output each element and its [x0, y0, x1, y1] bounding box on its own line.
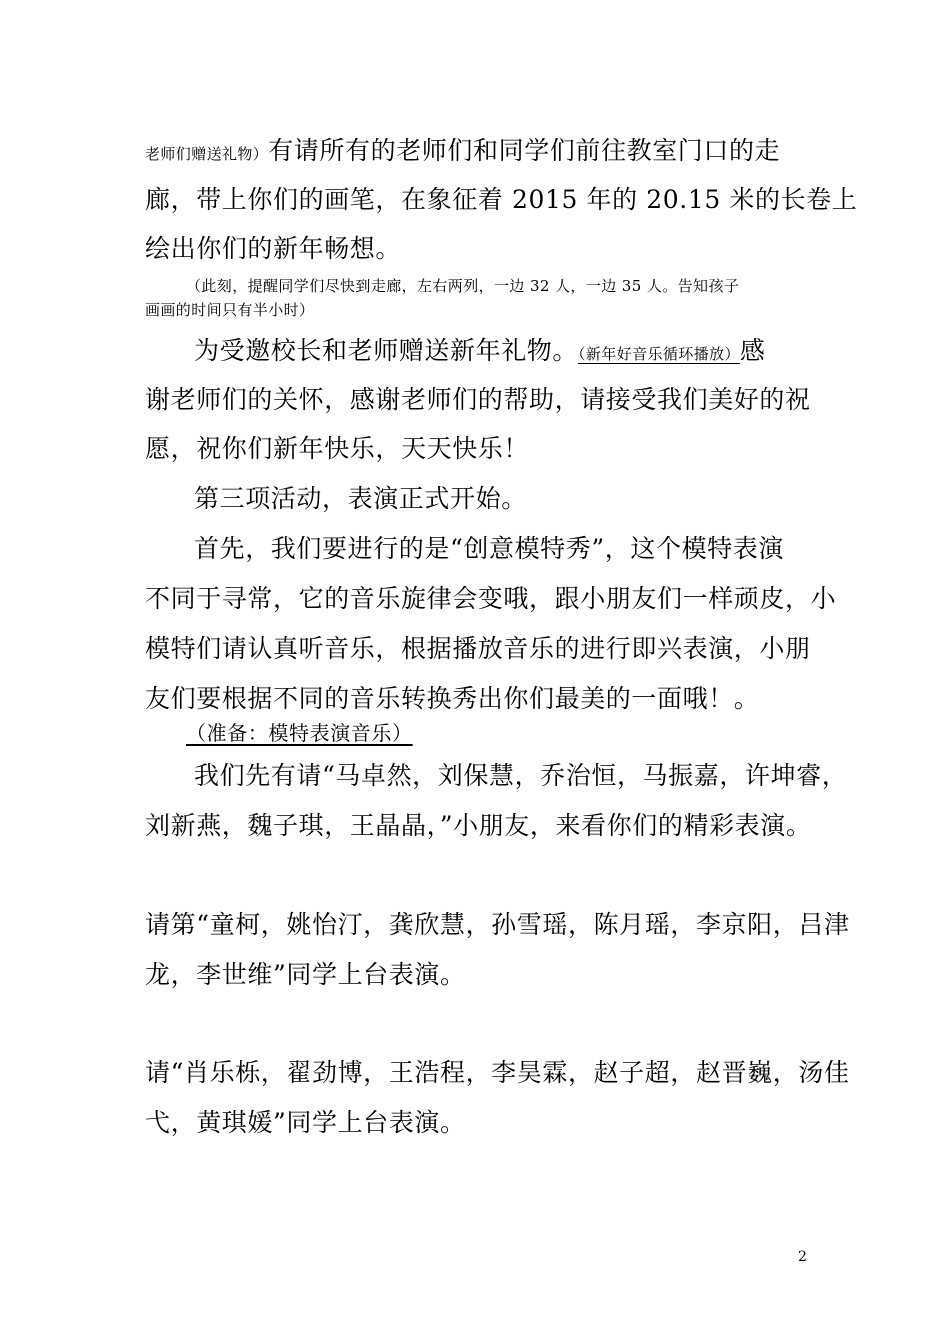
paragraph-line: 刘新燕，魏子琪，王晶晶，”小朋友，来看你们的精彩表演。 [145, 811, 812, 840]
paragraph-line: 廊，带上你们的画笔，在象征着 2015 年的 20.15 米的长卷上 [145, 185, 858, 214]
paragraph-line: 我们先有请“马卓然，刘保慧，乔治恒，马振嘉，许坤睿， [194, 761, 848, 790]
paragraph-line: 首先，我们要进行的是“创意模特秀”，这个模特表演 [194, 534, 784, 563]
paragraph-line: 请“肖乐栎，翟劲博，王浩程，李昊霖，赵子超，赵晋巍，汤佳 [145, 1058, 850, 1087]
preparation-note: （准备：模特表演音乐） [186, 721, 413, 745]
paragraph-line: 绘出你们的新年畅想。 [145, 234, 402, 263]
page-number: 2 [798, 1249, 807, 1265]
body-text: 为受邀校长和老师赠送新年礼物。 [194, 336, 579, 365]
paragraph-line: 请第“童柯，姚怡汀，龚欣慧，孙雪瑶，陈月瑶，李京阳，吕津 [145, 910, 850, 939]
stage-note: （此刻，提醒同学们尽快到走廊，左右两列，一边 32 人，一边 35 人。告知孩子 [186, 277, 740, 295]
body-text: 感 [739, 336, 766, 365]
stage-note: 画画的时间只有半小时） [145, 301, 315, 319]
paragraph-line: 弋，黄琪媛”同学上台表演。 [145, 1108, 466, 1137]
paragraph-line [145, 136, 810, 166]
paragraph-line: 龙，李世维”同学上台表演。 [145, 960, 466, 989]
inline-note: 老师们赠送礼物） [145, 145, 269, 163]
paragraph-line: 第三项活动，表演正式开始。 [194, 484, 527, 513]
paragraph-line: 不同于寻常，它的音乐旋律会变哦，跟小朋友们一样顽皮，小 [145, 584, 837, 613]
paragraph-line: 友们要根据不同的音乐转换秀出你们最美的一面哦！。 [145, 684, 760, 713]
paragraph-line [194, 336, 814, 366]
paragraph-line: 愿，祝你们新年快乐，天天快乐！ [145, 434, 530, 463]
body-text: 有请所有的老师们和同学们前往教室门口的走 [268, 136, 781, 165]
paragraph-line: 模特们请认真听音乐，根据播放音乐的进行即兴表演，小朋 [145, 634, 811, 663]
inline-note: （新年好音乐循环播放） [578, 345, 740, 363]
paragraph-line: 谢老师们的关怀，感谢老师们的帮助，请接受我们美好的祝 [145, 385, 811, 414]
